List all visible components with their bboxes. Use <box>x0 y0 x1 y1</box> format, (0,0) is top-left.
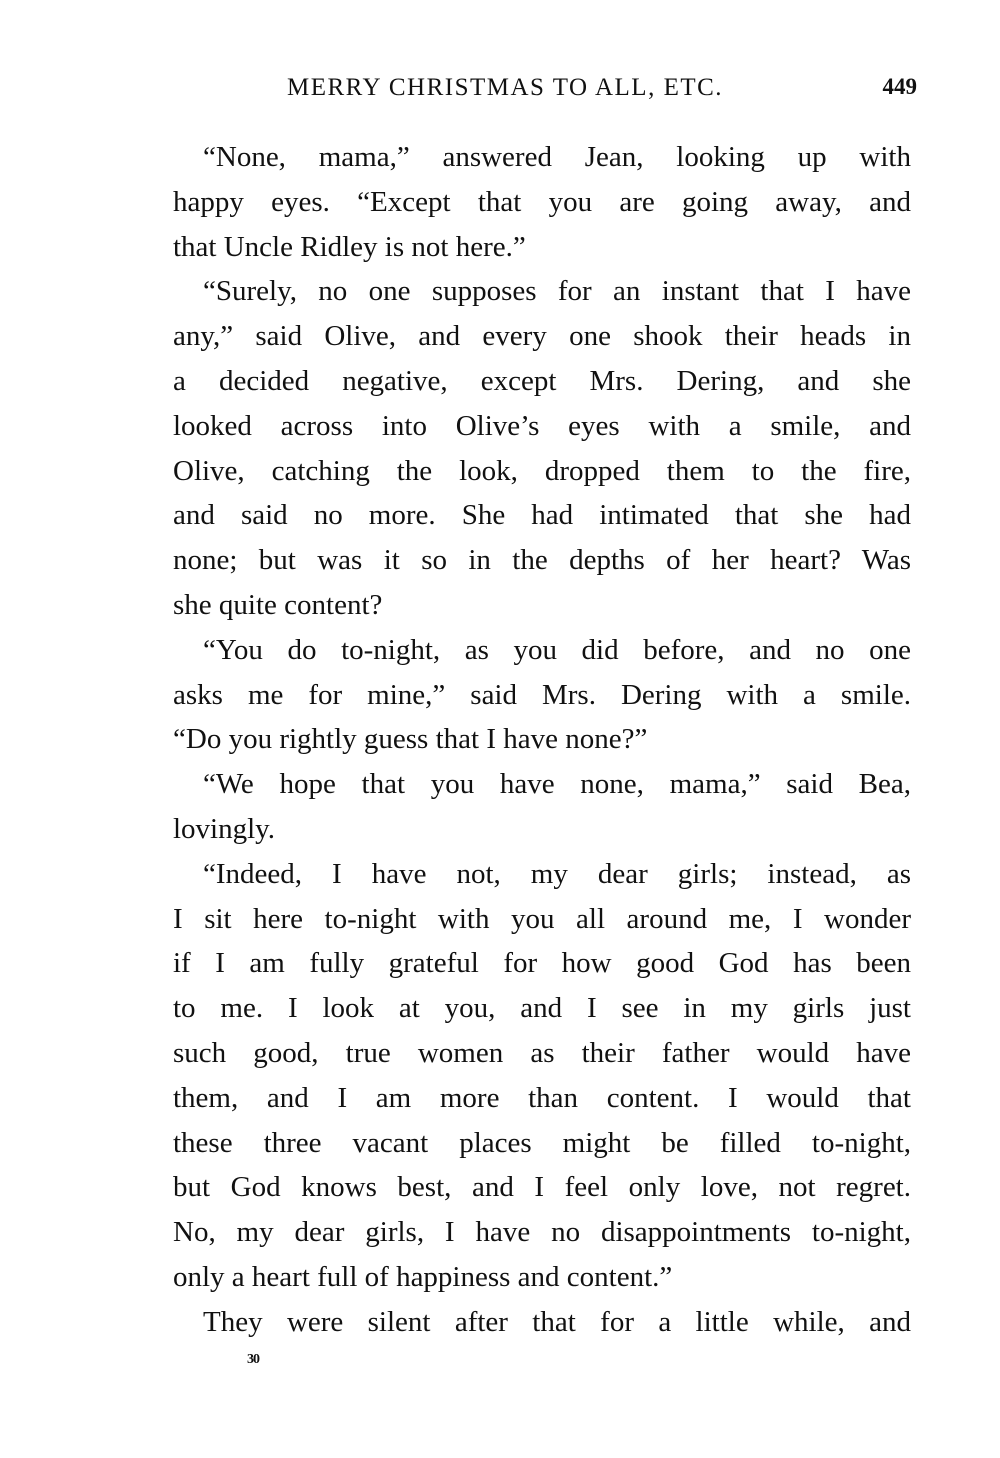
body-text <box>173 135 911 1345</box>
text-line: “Do you rightly guess that I have none?” <box>173 723 648 756</box>
text-line: looked across into Olive’s eyes with a smile, and <box>173 409 911 442</box>
text-line: only a heart full of happiness and content.” <box>173 1260 673 1293</box>
text-line: them, and I am more than content. I would that <box>173 1081 911 1114</box>
text-line: They were silent after that for a little while, and <box>203 1305 911 1338</box>
text-line: and said no more. She had intimated that she had <box>173 499 911 532</box>
text-line: “Indeed, I have not, my dear girls; instead, as <box>203 857 911 890</box>
text-line: No, my dear girls, I have no disappointments to-night, <box>173 1216 911 1249</box>
text-line: asks me for mine,” said Mrs. Dering with a smile. <box>173 678 911 711</box>
running-head <box>287 74 917 110</box>
text-line: “You do to-night, as you did before, and no one <box>203 633 911 666</box>
signature-mark: 30 <box>247 1352 259 1367</box>
text-line: to me. I look at you, and I see in my girls just <box>173 992 911 1025</box>
text-line: I sit here to-night with you all around me, I wonder <box>173 902 911 935</box>
text-line: if I am fully grateful for how good God has been <box>173 947 911 980</box>
text-line: happy eyes. “Except that you are going away, and <box>173 185 911 218</box>
text-line: “We hope that you have none, mama,” said Bea, <box>203 768 911 801</box>
text-line: these three vacant places might be filled to-night, <box>173 1126 911 1159</box>
text-line: she quite content? <box>173 588 383 621</box>
text-line: Olive, catching the look, dropped them to the fire, <box>173 454 911 487</box>
text-line: any,” said Olive, and every one shook their heads in <box>173 320 911 353</box>
text-line: none; but was it so in the depths of her heart? Was <box>173 544 911 577</box>
text-line: a decided negative, except Mrs. Dering, and she <box>173 364 911 397</box>
text-line: lovingly. <box>173 812 276 845</box>
running-title: MERRY CHRISTMAS TO ALL, ETC. <box>287 74 724 101</box>
text-line: that Uncle Ridley is not here.” <box>173 230 526 263</box>
page-number: 449 <box>882 74 917 99</box>
text-line: but God knows best, and I feel only love, not regret. <box>173 1171 911 1204</box>
text-line: such good, true women as their father would have <box>173 1036 911 1069</box>
text-line: “None, mama,” answered Jean, looking up with <box>203 141 911 173</box>
text-line: “Surely, no one supposes for an instant that I have <box>203 275 911 308</box>
